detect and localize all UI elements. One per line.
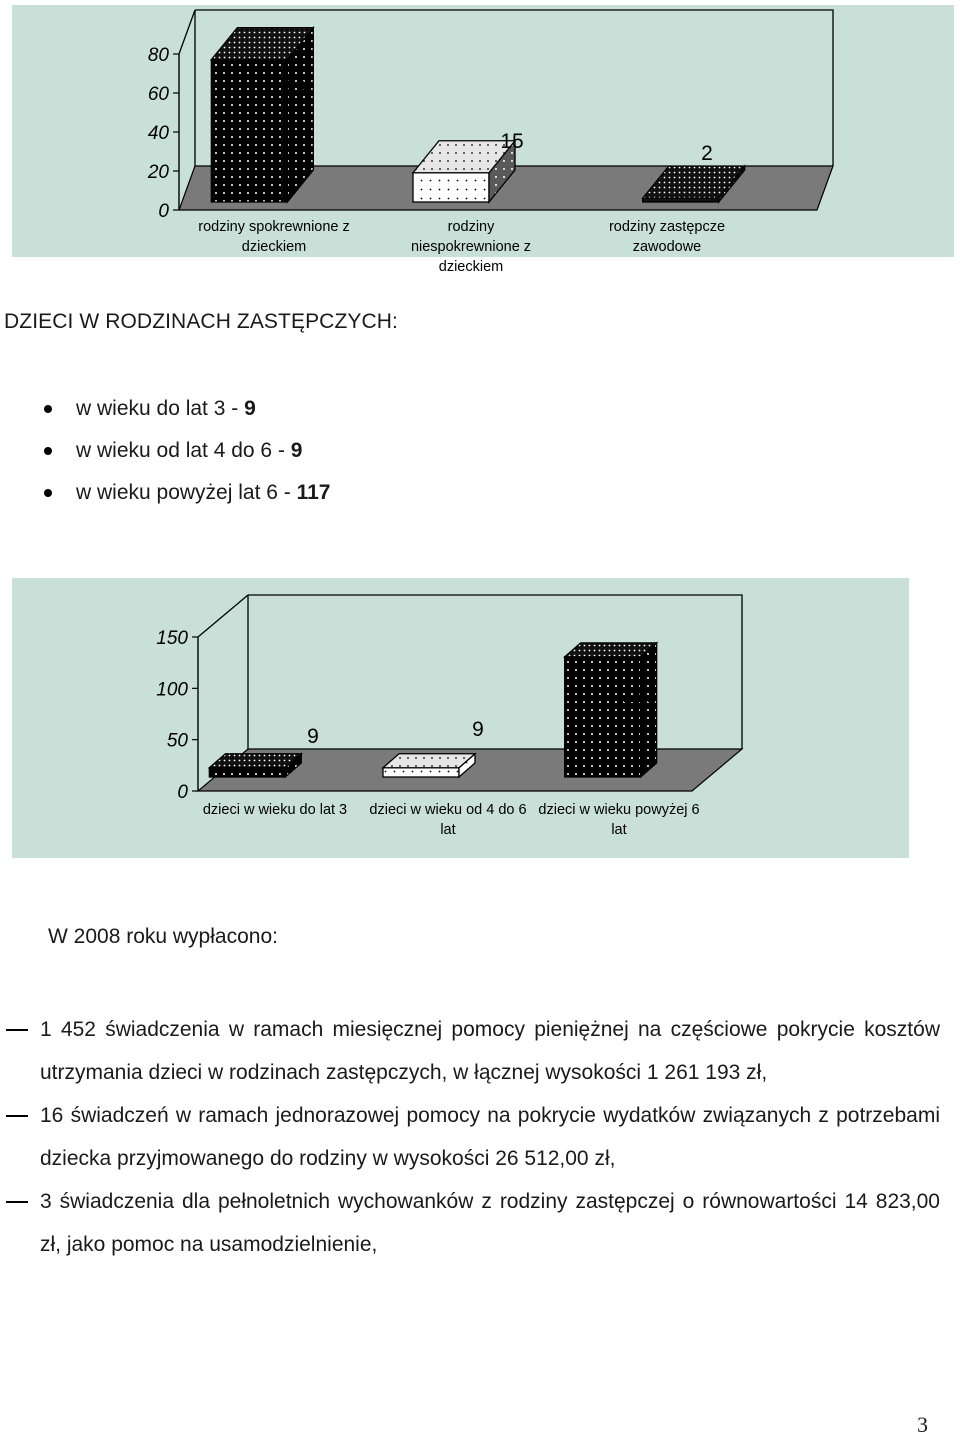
payment-item — [40, 1180, 940, 1266]
bullet-value: 9 — [244, 397, 256, 420]
dash-bullet-icon — [6, 1201, 28, 1203]
category-label: lat — [440, 822, 456, 838]
bullet-text: w wieku od lat 4 do 6 - — [76, 439, 291, 462]
bullet-text: w wieku do lat 3 - — [76, 397, 245, 420]
data-label: 2 — [701, 142, 713, 165]
category-label: rodziny spokrewnione z — [198, 219, 350, 235]
category-label: rodziny — [447, 219, 495, 235]
y-tick-label: 100 — [156, 679, 188, 701]
payment-item — [40, 1008, 940, 1094]
payment-text: 16 świadczeń w ramach jednorazowej pomocy na pokrycie wydatków związanych z potrzebami dziecka przyjmowanego do rodziny w wysokości 26 512,00 zł, — [40, 1104, 940, 1170]
category-label: dzieci w wieku powyżej 6 — [538, 802, 700, 818]
bullet-item — [40, 478, 330, 520]
data-label: 117 — [622, 684, 656, 707]
y-tick-label: 60 — [147, 84, 169, 105]
category-label: lat — [611, 822, 627, 838]
y-tick-label: 150 — [156, 628, 188, 649]
data-label: 9 — [472, 718, 484, 741]
section-heading: DZIECI W RODZINACH ZASTĘPCZYCH: — [4, 310, 398, 333]
bullet-dot-icon — [44, 447, 52, 455]
bullet-item — [40, 394, 330, 436]
y-tick-label: 50 — [166, 730, 188, 752]
y-tick-label: 0 — [177, 782, 188, 803]
bar — [383, 754, 475, 777]
bar — [565, 643, 657, 777]
category-label: dzieckiem — [241, 239, 307, 255]
data-label: 9 — [307, 725, 319, 748]
y-tick-label: 0 — [158, 201, 169, 222]
bullet-dot-icon — [44, 489, 52, 497]
bullet-text: w wieku powyżej lat 6 - — [76, 481, 297, 504]
bar — [209, 754, 301, 777]
category-label: dzieci w wieku od 4 do 6 — [369, 802, 527, 818]
chart-family-types-svg — [12, 5, 954, 275]
y-tick-label: 80 — [147, 45, 169, 66]
bar-top — [383, 754, 475, 768]
bar-top — [565, 643, 657, 657]
data-label: 15 — [500, 130, 524, 153]
payments-list — [40, 1008, 940, 1266]
bullet-dot-icon — [44, 405, 52, 413]
payment-item — [40, 1094, 940, 1180]
payment-text: 3 świadczenia dla pełnoletnich wychowanków z rodziny zastępczej o równowartości 14 823,00 zł, jako pomoc na usamodzielnienie, — [40, 1190, 940, 1256]
chart-children-age — [12, 578, 909, 858]
data-label: 73 — [283, 77, 307, 100]
y-tick-label: 40 — [147, 123, 169, 144]
bar-top — [209, 754, 301, 768]
dash-bullet-icon — [6, 1029, 28, 1031]
bar-front — [565, 657, 641, 777]
dash-bullet-icon — [6, 1115, 28, 1117]
side-wall-top — [179, 10, 195, 54]
category-label: rodziny zastępcze — [608, 219, 726, 235]
chart-children-age-svg — [12, 578, 909, 858]
category-label: zawodowe — [632, 239, 702, 255]
payment-text: 1 452 świadczenia w ramach miesięcznej pomocy pieniężnej na częściowe pokrycie kosztów utrzymania dzieci w rodzinach zastępczych, w łącznej wysokości 1 261 193 zł, — [40, 1018, 940, 1084]
bar — [211, 28, 313, 202]
bar-front — [383, 768, 459, 777]
bar-front — [209, 768, 285, 777]
y-tick-label: 20 — [147, 162, 169, 183]
back-wall — [248, 595, 742, 749]
bullet-value: 117 — [296, 481, 331, 504]
side-wall-top — [198, 595, 248, 637]
age-bullet-list — [40, 394, 330, 520]
bullet-value: 9 — [290, 439, 303, 462]
bar-front — [413, 173, 489, 202]
page-number: 3 — [917, 1412, 928, 1437]
chart-family-types — [12, 5, 954, 275]
bullet-item — [40, 436, 330, 478]
bar-front — [211, 60, 287, 202]
category-label: dzieci w wieku do lat 3 — [202, 802, 348, 818]
category-label: dzieckiem — [438, 259, 504, 275]
category-label: niespokrewnione z — [410, 239, 532, 255]
payments-intro: W 2008 roku wypłacono: — [48, 925, 278, 948]
bar-side — [641, 643, 657, 777]
